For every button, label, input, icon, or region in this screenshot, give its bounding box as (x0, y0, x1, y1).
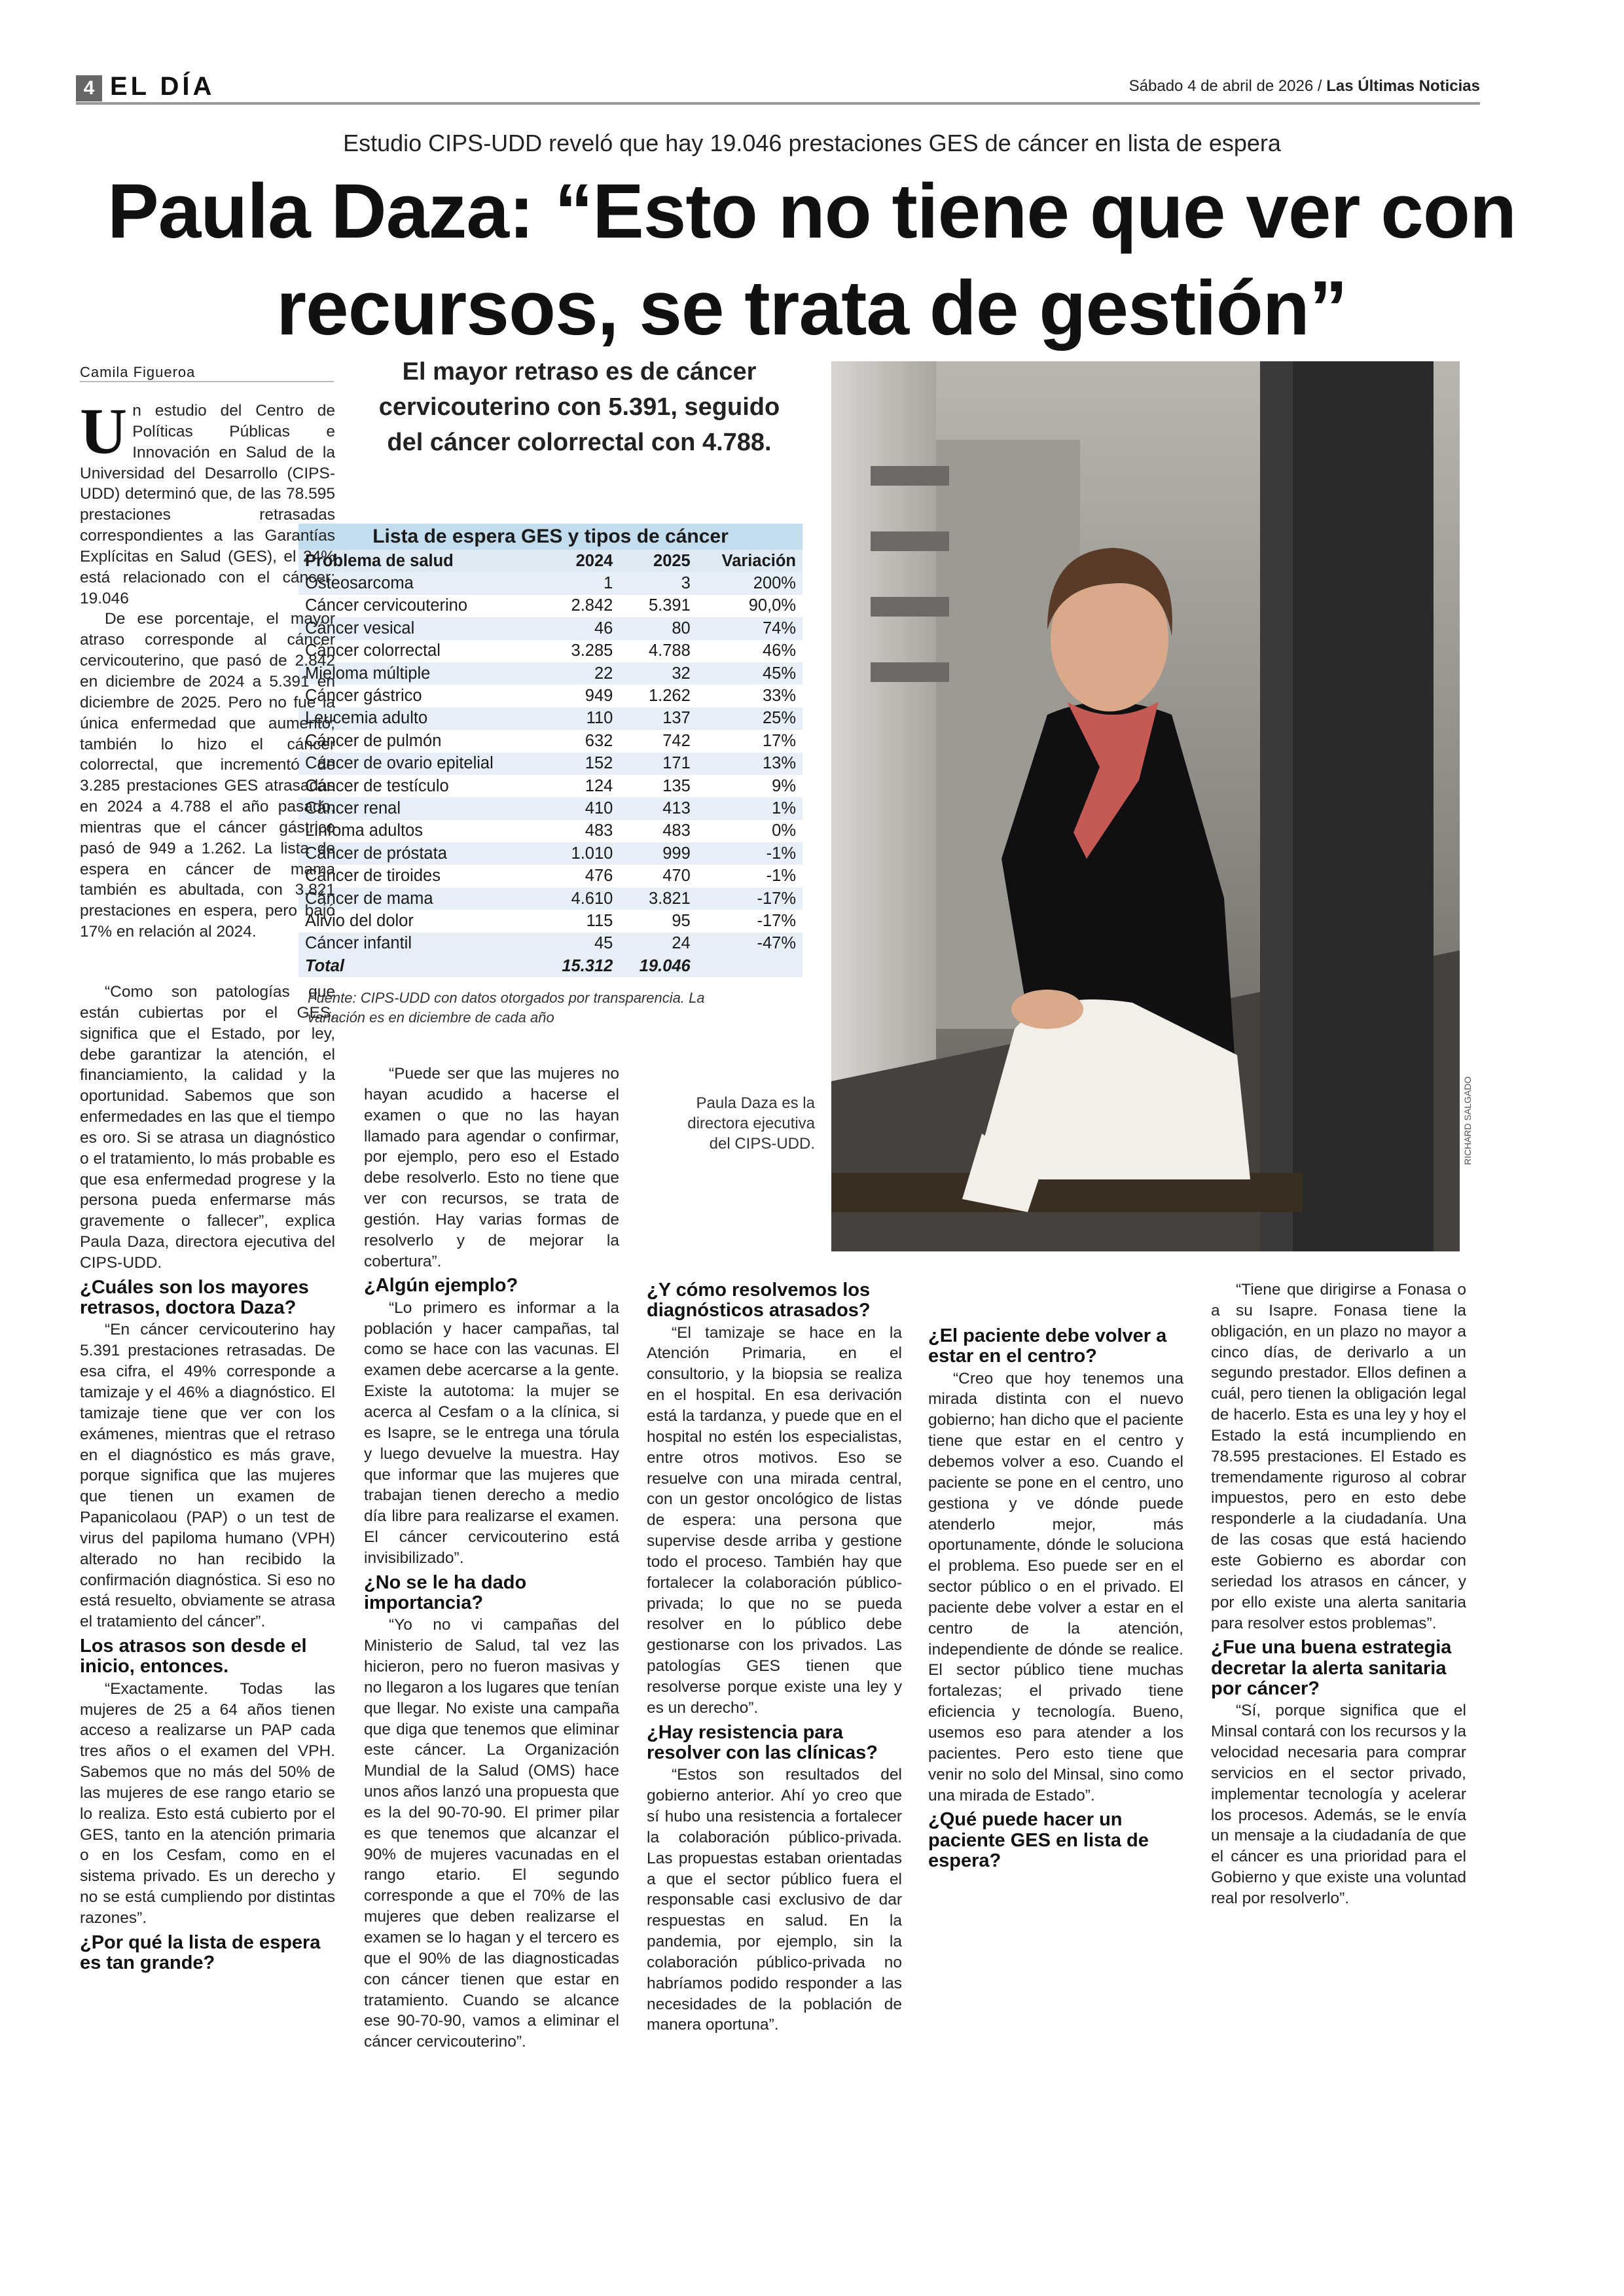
table-cell: 4.610 (542, 888, 619, 910)
table-cell: -47% (697, 933, 803, 955)
table-cell: 410 (542, 797, 619, 819)
table-row (298, 640, 803, 662)
table-cell: Cáncer cervicouterino (298, 595, 542, 617)
header-rule (76, 102, 1480, 105)
drop-cap: U (80, 395, 128, 467)
table-cell: Cáncer de próstata (298, 842, 542, 865)
table-cell: 25% (697, 708, 803, 730)
table-cell: Cáncer de tiroides (298, 865, 542, 887)
table-row (298, 662, 803, 685)
table-cell: 46% (697, 640, 803, 662)
answer-paragraph: “Creo que hoy tenemos una mirada distinta con el nuevo gobierno; han dicho que el paciente tiene que estar en el centro y debemos volver a eso. Cuando el paciente se pone en el centro, uno gestiona y ve dónde puede atenderlo mejor, más oportunamente, dónde le soluciona el problema. Eso puede ser en el sector público o en el privado. El paciente debe volver a estar en el centro de la atención, independiente de dónde se realice. El sector público tiene muchas fortalezas; el privado tiene eficiencia y tecnología. Bueno, usemos eso para atender a los pacientes. Pero esto tiene que venir no solo del Minsal, sino como una mirada de Estado”. (928, 1369, 1183, 1804)
table-row (298, 685, 803, 707)
dateline (1129, 77, 1480, 96)
table-cell: 46 (542, 617, 619, 639)
table-cell: 74% (697, 617, 803, 639)
table-cell: 152 (542, 753, 619, 775)
table-cell: 0% (697, 820, 803, 842)
table-cell: 3 (619, 572, 696, 594)
table-row (298, 617, 803, 639)
table-cell: 32 (619, 662, 696, 685)
answer-paragraph: “Estos son resultados del gobierno anterior. Ahí yo creo que sí hubo una resistencia a fortalecer la colaboración público-privada. Las propuestas estaban orientadas a que el sector público fuera el responsable casi exclusivo de dar respuestas en salud. En la pandemia, por ejemplo, sin la colaboración público-privada no habríamos podido responder a las necesidades de la población de manera oportuna”. (647, 1766, 902, 2034)
question-heading: ¿Cuáles son los mayores retrasos, doctora Daza? (80, 1276, 309, 1319)
dateline-separator: / (1317, 77, 1322, 95)
table-cell: 2.842 (542, 595, 619, 617)
table-cell: 95 (619, 910, 696, 932)
answer-paragraph: “Lo primero es informar a la población y hacer campañas, tal como se hace con las vacunas. El examen debe acercarse a la gente. Existe la autotoma: la mujer se acerca al Cesfam o a la clínica, si es Isapre, se le entrega una tórula y luego devuelve la muestra. Hay que informar que las mujeres que trabajan tienen derecho a medio día libre para realizarse el examen. El cáncer cervicouterino está invisibilizado”. (364, 1299, 619, 1567)
table-cell: 4.788 (619, 640, 696, 662)
header-2025: 2025 (619, 550, 696, 572)
table-cell: Cáncer de pulmón (298, 730, 542, 752)
table-cell: 33% (697, 685, 803, 707)
table-cell: 200% (697, 572, 803, 594)
table-cell: 742 (619, 730, 696, 752)
table-cell: 1.262 (619, 685, 696, 707)
lead-text: n estudio del Centro de Políticas Públicas e Innovación en Salud de la Universidad del Desarrollo (CIPS-UDD) determinó que, de las 78.595 prestaciones retrasadas correspondientes a las Garantías Explícitas en Salud (GES), el 24% está relacionado con el cáncer: 19.046 (80, 402, 335, 607)
table-cell: 949 (542, 685, 619, 707)
article-kicker: Estudio CIPS-UDD reveló que hay 19.046 prestaciones GES de cáncer en lista de espera (343, 130, 1281, 156)
table-cell: 13% (697, 753, 803, 775)
table-row (298, 933, 803, 955)
table-cell: 110 (542, 708, 619, 730)
answer-paragraph: “Puede ser que las mujeres no hayan acudido a hacerse el examen o que no las hayan llamado para agendar o confirmar, por ejemplo, pero eso el Estado debe resolverlo. Esto no tiene que ver con recursos, se trata de gestión. Hay varias formas de resolverlo y de mejorar la cobertura”. (364, 1065, 619, 1270)
table-row (298, 775, 803, 797)
table-row (298, 888, 803, 910)
total-2025: 19.046 (619, 955, 696, 977)
question-heading: ¿Hay resistencia para resolver con las clínicas? (647, 1721, 878, 1763)
table-cell: 1 (542, 572, 619, 594)
table-cell: 476 (542, 865, 619, 887)
waitlist-table (298, 524, 803, 977)
header-variation: Variación (697, 550, 803, 572)
answer-paragraph: “Exactamente. Todas las mujeres de 25 a 64 años tienen acceso a realizarse un PAP cada tres años o el examen del VPH. Sabemos que no más del 50% de las mujeres de ese rango etario se lo realiza. Esto está cubierto por el GES, tanto en la atención primaria o en los Cesfam, como en el sistema privado. Es un derecho y no se está cumpliendo por distintas razones”. (80, 1679, 335, 1927)
table-row (298, 708, 803, 730)
table-cell: 413 (619, 797, 696, 819)
table-cell: 171 (619, 753, 696, 775)
photo-credit: RICHARD SALGADO (1462, 1076, 1473, 1165)
article-headline (39, 164, 1584, 357)
table-cell: Cáncer de mama (298, 888, 542, 910)
paragraph: De ese porcentaje, el mayor atraso corresponde al cáncer cervicouterino, que pasó de 2.842 en diciembre de 2024 a 5.391 en diciembre de 2025. Pero no fue la única enfermedad que aumentó; también lo hizo el cáncer colorrectal, que incrementó de 3.285 prestaciones GES atrasadas en 2024 a 4.788 el año pasado, mientras que el cáncer gástrico pasó de 949 a 1.262. La lista de espera en cáncer de mama también es abultada, con 3.821 prestaciones en espera, pero bajó 17% en relación al 2024. (80, 610, 335, 941)
portrait-illustration (831, 361, 1460, 1251)
table-header-row (298, 550, 803, 572)
table-cell: Linfoma adultos (298, 820, 542, 842)
header-problem: Problema de salud (298, 550, 542, 572)
table-row (298, 820, 803, 842)
table-cell: Cáncer de testículo (298, 775, 542, 797)
table-cell: Cáncer vesical (298, 617, 542, 639)
table-cell: 80 (619, 617, 696, 639)
table-cell: 124 (542, 775, 619, 797)
table-cell: 3.821 (619, 888, 696, 910)
newspaper-name: Las Últimas Noticias (1326, 77, 1480, 95)
table-cell: 632 (542, 730, 619, 752)
table-cell: 90,0% (697, 595, 803, 617)
issue-date: Sábado 4 de abril de 2026 (1128, 77, 1314, 95)
table-cell: 5.391 (619, 595, 696, 617)
question-heading: ¿El paciente debe volver a estar en el centro? (928, 1325, 1167, 1367)
table-title: Lista de espera GES y tipos de cáncer (298, 524, 803, 550)
table-row (298, 753, 803, 775)
table-cell: Mieloma múltiple (298, 662, 542, 685)
table-cell: -17% (697, 888, 803, 910)
table-cell: 999 (619, 842, 696, 865)
headline-line-2: recursos, se trata de gestión” (276, 264, 1347, 351)
table-cell: 1.010 (542, 842, 619, 865)
question-heading: ¿Qué puede hacer un paciente GES en lista de espera? (928, 1809, 1149, 1871)
table-cell: Cáncer de ovario epitelial (298, 753, 542, 775)
table-cell: Cáncer gástrico (298, 685, 542, 707)
column-1-bottom (80, 982, 335, 1975)
column-4 (928, 1322, 1183, 1873)
byline-rule (80, 381, 334, 382)
answer-paragraph: “Tiene que dirigirse a Fonasa o a su Isapre. Fonasa tiene la obligación, en un plazo no mayor a cinco días, de derivarlo a un segundo prestador. Ellos definen a cuál, pero tienen la obligación legal de hacerlo. Esta es una ley y hoy el Estado la está incumpliendo en 78.595 prestaciones. El Estado es tremendamente riguroso al cobrar impuestos, pero en esto debe responderle a la ciudadanía. Una de las cosas que está haciendo este Gobierno es abordar con seriedad los atrasos en cáncer, y por ello existe una alerta sanitaria para resolver estos problemas”. (1211, 1281, 1466, 1632)
header-2024: 2024 (542, 550, 619, 572)
answer-paragraph: “Yo no vi campañas del Ministerio de Salud, tal vez las hicieron, pero no fueron masivas y no llegaron a los lugares que tenían que llegar. No existe una campaña que diga que tenemos que eliminar este cáncer. La Organización Mundial de la Salud (OMS) hace unos años lanzó una propuesta que es la del 90-70-90. El primer pilar es que tenemos que alcanzar el 90% de mujeres vacunadas en el rango etario. El segundo corresponde a que el 70% de las mujeres que deben realizarse el examen se lo hagan y el tercero es que el 90% de las diagnosticadas con cáncer tienen que estar en tratamiento. Cuando se alcance ese 90-70-90, vamos a eliminar el cáncer cervicouterino”. (364, 1616, 619, 2051)
question-heading: ¿Algún ejemplo? (364, 1275, 518, 1297)
column-2 (364, 1064, 619, 2053)
table-cell: Cáncer colorrectal (298, 640, 542, 662)
answer-paragraph: “Sí, porque significa que el Minsal contará con los recursos y la velocidad necesaria para comprar servicios en el sector privado, implementar tecnología y acelerar los procesos. Además, se le envía un mensaje a la ciudadanía de que el cáncer es una prioridad para el Gobierno y que existe una voluntad real por resolverlo”. (1211, 1702, 1466, 1907)
question-heading: ¿Y cómo resolvemos los diagnósticos atrasados? (647, 1280, 871, 1321)
table-cell: 45% (697, 662, 803, 685)
table-row (298, 572, 803, 594)
table-cell: 115 (542, 910, 619, 932)
paragraph: “Como son patologías que están cubiertas por el GES, significa que el Estado, por ley, debe garantizar la atención, el financiamiento, la calidad y la oportunidad. Sabemos que son enfermedades en las que el tiempo es oro. Si se atrasa un diagnóstico o el tratamiento, lo más probable es que esa enfermedad progrese y la persona pueda enfermarse más gravemente o fallecer”, explica Paula Daza, directora ejecutiva del CIPS-UDD. (80, 983, 335, 1272)
table-cell: Leucemia adulto (298, 708, 542, 730)
section-title: EL DÍA (110, 72, 215, 101)
table-cell: -17% (697, 910, 803, 932)
portrait-photo (831, 361, 1460, 1251)
total-2024: 15.312 (542, 955, 619, 977)
table-row (298, 595, 803, 617)
byline: Camila Figueroa (80, 364, 196, 380)
table-cell: 45 (542, 933, 619, 955)
page-number: 4 (76, 75, 102, 101)
table-cell: 24 (619, 933, 696, 955)
table-cell: 22 (542, 662, 619, 685)
question-heading: ¿No se le ha dado importancia? (364, 1571, 527, 1614)
table-cell: 135 (619, 775, 696, 797)
table-cell: Osteosarcoma (298, 572, 542, 594)
article-deck: El mayor retraso es de cáncer cervicouterino con 5.391, seguido del cáncer colorrectal con 4.788. (378, 358, 780, 456)
total-label: Total (298, 955, 542, 977)
lead-paragraph (80, 395, 335, 609)
photo-caption: Paula Daza es la directora ejecutiva del CIPS-UDD. (687, 1094, 815, 1153)
table-cell: 17% (697, 730, 803, 752)
table-row (298, 910, 803, 932)
table-total-row (298, 955, 803, 977)
table-cell: Cáncer infantil (298, 933, 542, 955)
table-row (298, 842, 803, 865)
column-1-top (80, 395, 335, 942)
table-cell: 483 (619, 820, 696, 842)
column-5 (1211, 1280, 1466, 1909)
table-cell: Alivio del dolor (298, 910, 542, 932)
table-cell: 470 (619, 865, 696, 887)
table-cell: 3.285 (542, 640, 619, 662)
answer-paragraph: “En cáncer cervicouterino hay 5.391 prestaciones retrasadas. De esa cifra, el 49% corresponde a tamizaje y el 46% a diagnóstico. El tamizaje tiene que ver con los exámenes, mientras que el retraso en el diagnóstico es más grave, porque significa que las mujeres que tienen un examen de Papanicolaou (PAP) o un test de virus del papiloma humano (VPH) alterado no han recibido la confirmación diagnóstica. Si eso no está resuelto, obviamente se atrasa el tratamiento del cáncer”. (80, 1321, 335, 1631)
table-cell: 137 (619, 708, 696, 730)
question-heading: ¿Fue una buena estrategia decretar la alerta sanitaria por cáncer? (1211, 1637, 1452, 1699)
total-variation (697, 955, 803, 977)
question-heading: ¿Por qué la lista de espera es tan grande? (80, 1931, 321, 1974)
table-cell: -1% (697, 842, 803, 865)
table-cell: 1% (697, 797, 803, 819)
column-3 (647, 1276, 902, 2036)
table-cell: 483 (542, 820, 619, 842)
table-cell: Cáncer renal (298, 797, 542, 819)
table-row (298, 865, 803, 887)
answer-paragraph: “El tamizaje se hace en la Atención Primaria, en el consultorio, y la biopsia se realiza en el hospital. En esa derivación está la tardanza, y puede que en el hospital no estén los especialistas, entre otros motivos. Eso se resuelve con una mirada central, con un gestor oncológico de listas de espera: una persona que supervise desde arriba y gestione todo el proceso. También hay que fortalecer la colaboración público-privada; lo que no se pueda resolver en lo público debe gestionarse con los privados. Las patologías GES tienen que resolverse porque existe una ley y es un derecho”. (647, 1323, 902, 1717)
table-cell: -1% (697, 865, 803, 887)
headline-line-1: Paula Daza: “Esto no tiene que ver con (107, 168, 1517, 255)
table-cell: 9% (697, 775, 803, 797)
table-row (298, 730, 803, 752)
question-heading: Los atrasos son desde el inicio, entonces. (80, 1636, 307, 1677)
table-source: Fuente: CIPS-UDD con datos otorgados por transparencia. La variación es en diciembre de cada año (308, 990, 705, 1026)
table-row (298, 797, 803, 819)
